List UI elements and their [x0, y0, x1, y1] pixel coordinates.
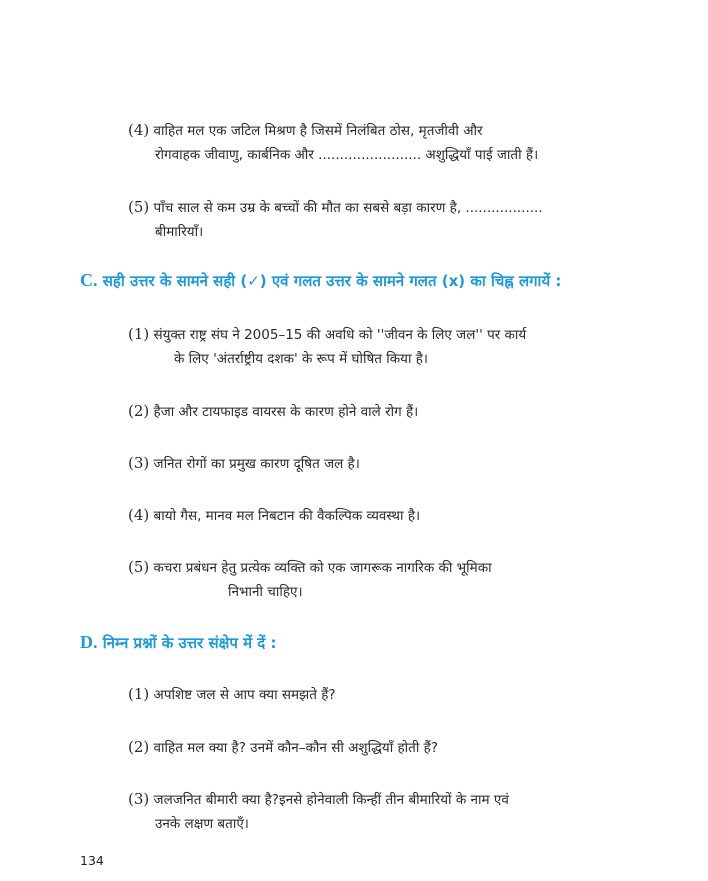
item-text: कचरा प्रबंधन हेतु प्रत्येक व्यक्ति को एक जागरूक नागरिक की भूमिका: [153, 560, 492, 576]
section-title: निम्न प्रश्नों के उत्तर संक्षेप में दें :: [102, 634, 277, 652]
list-item: [128, 787, 632, 836]
list-item: [128, 399, 632, 424]
list-item: [128, 322, 632, 371]
item-number: (1): [128, 685, 150, 703]
item-number: (2): [128, 738, 150, 756]
item-number: (4): [128, 121, 150, 139]
section-title: सही उत्तर के सामने सही (✓) एवं गलत उत्तर के सामने गलत (x) का चिह्न लगायें :: [102, 272, 562, 290]
item-number: (1): [128, 325, 150, 343]
list-item: [128, 451, 632, 476]
section-letter: C.: [80, 270, 98, 290]
section-letter: D.: [80, 632, 98, 652]
item-text: वाहित मल एक जटिल मिश्रण है जिसमें निलंबित ठोस, मृतजीवी और: [153, 123, 483, 139]
section-heading: [80, 270, 561, 291]
list-item: [128, 118, 632, 167]
item-text: अपशिष्ट जल से आप क्या समझते हैं?: [153, 687, 336, 703]
item-number: (5): [128, 198, 150, 216]
list-item: [128, 195, 632, 244]
list-item: [128, 682, 632, 707]
item-text-continued: रोगवाहक जीवाणु, कार्बनिक और ........................ अशुद्धियाँ पाई जाती हैं।: [155, 147, 539, 163]
section-heading: [80, 632, 277, 653]
item-text-continued: के लिए 'अंतर्राष्ट्रीय दशक' के रूप में घोषित किया है।: [174, 351, 429, 367]
item-text-continued: निभानी चाहिए।: [228, 584, 303, 600]
item-text: हैजा और टायफाइड वायरस के कारण होने वाले रोग हैं।: [153, 404, 419, 420]
item-number: (5): [128, 558, 150, 576]
item-number: (3): [128, 454, 150, 472]
item-text: संयुक्त राष्ट्र संघ ने 2005–15 की अवधि को ''जीवन के लिए जल'' पर कार्य: [153, 327, 527, 343]
item-number: (4): [128, 506, 150, 524]
item-text: बायो गैस, मानव मल निबटान की वैकल्पिक व्यवस्था है।: [153, 508, 421, 524]
list-item: [128, 555, 632, 604]
item-text-continued: बीमारियाँ।: [155, 224, 204, 240]
item-number: (2): [128, 402, 150, 420]
item-text: जनित रोगों का प्रमुख कारण दूषित जल है।: [153, 456, 360, 472]
item-number: (3): [128, 790, 150, 808]
list-item: [128, 503, 632, 528]
page-number: 134: [80, 853, 104, 868]
item-text: वाहित मल क्या है? उनमें कौन–कौन सी अशुद्धियाँ होती हैं?: [153, 740, 438, 756]
item-text: जलजनित बीमारी क्या है?इनसे होनेवाली किन्हीं तीन बीमारियों के नाम एवं: [153, 792, 509, 808]
item-text: पाँच साल से कम उम्र के बच्चों की मौत का सबसे बड़ा कारण है, ..................: [153, 200, 543, 216]
list-item: [128, 735, 632, 760]
item-text-continued: उनके लक्षण बताएँ।: [155, 816, 249, 832]
